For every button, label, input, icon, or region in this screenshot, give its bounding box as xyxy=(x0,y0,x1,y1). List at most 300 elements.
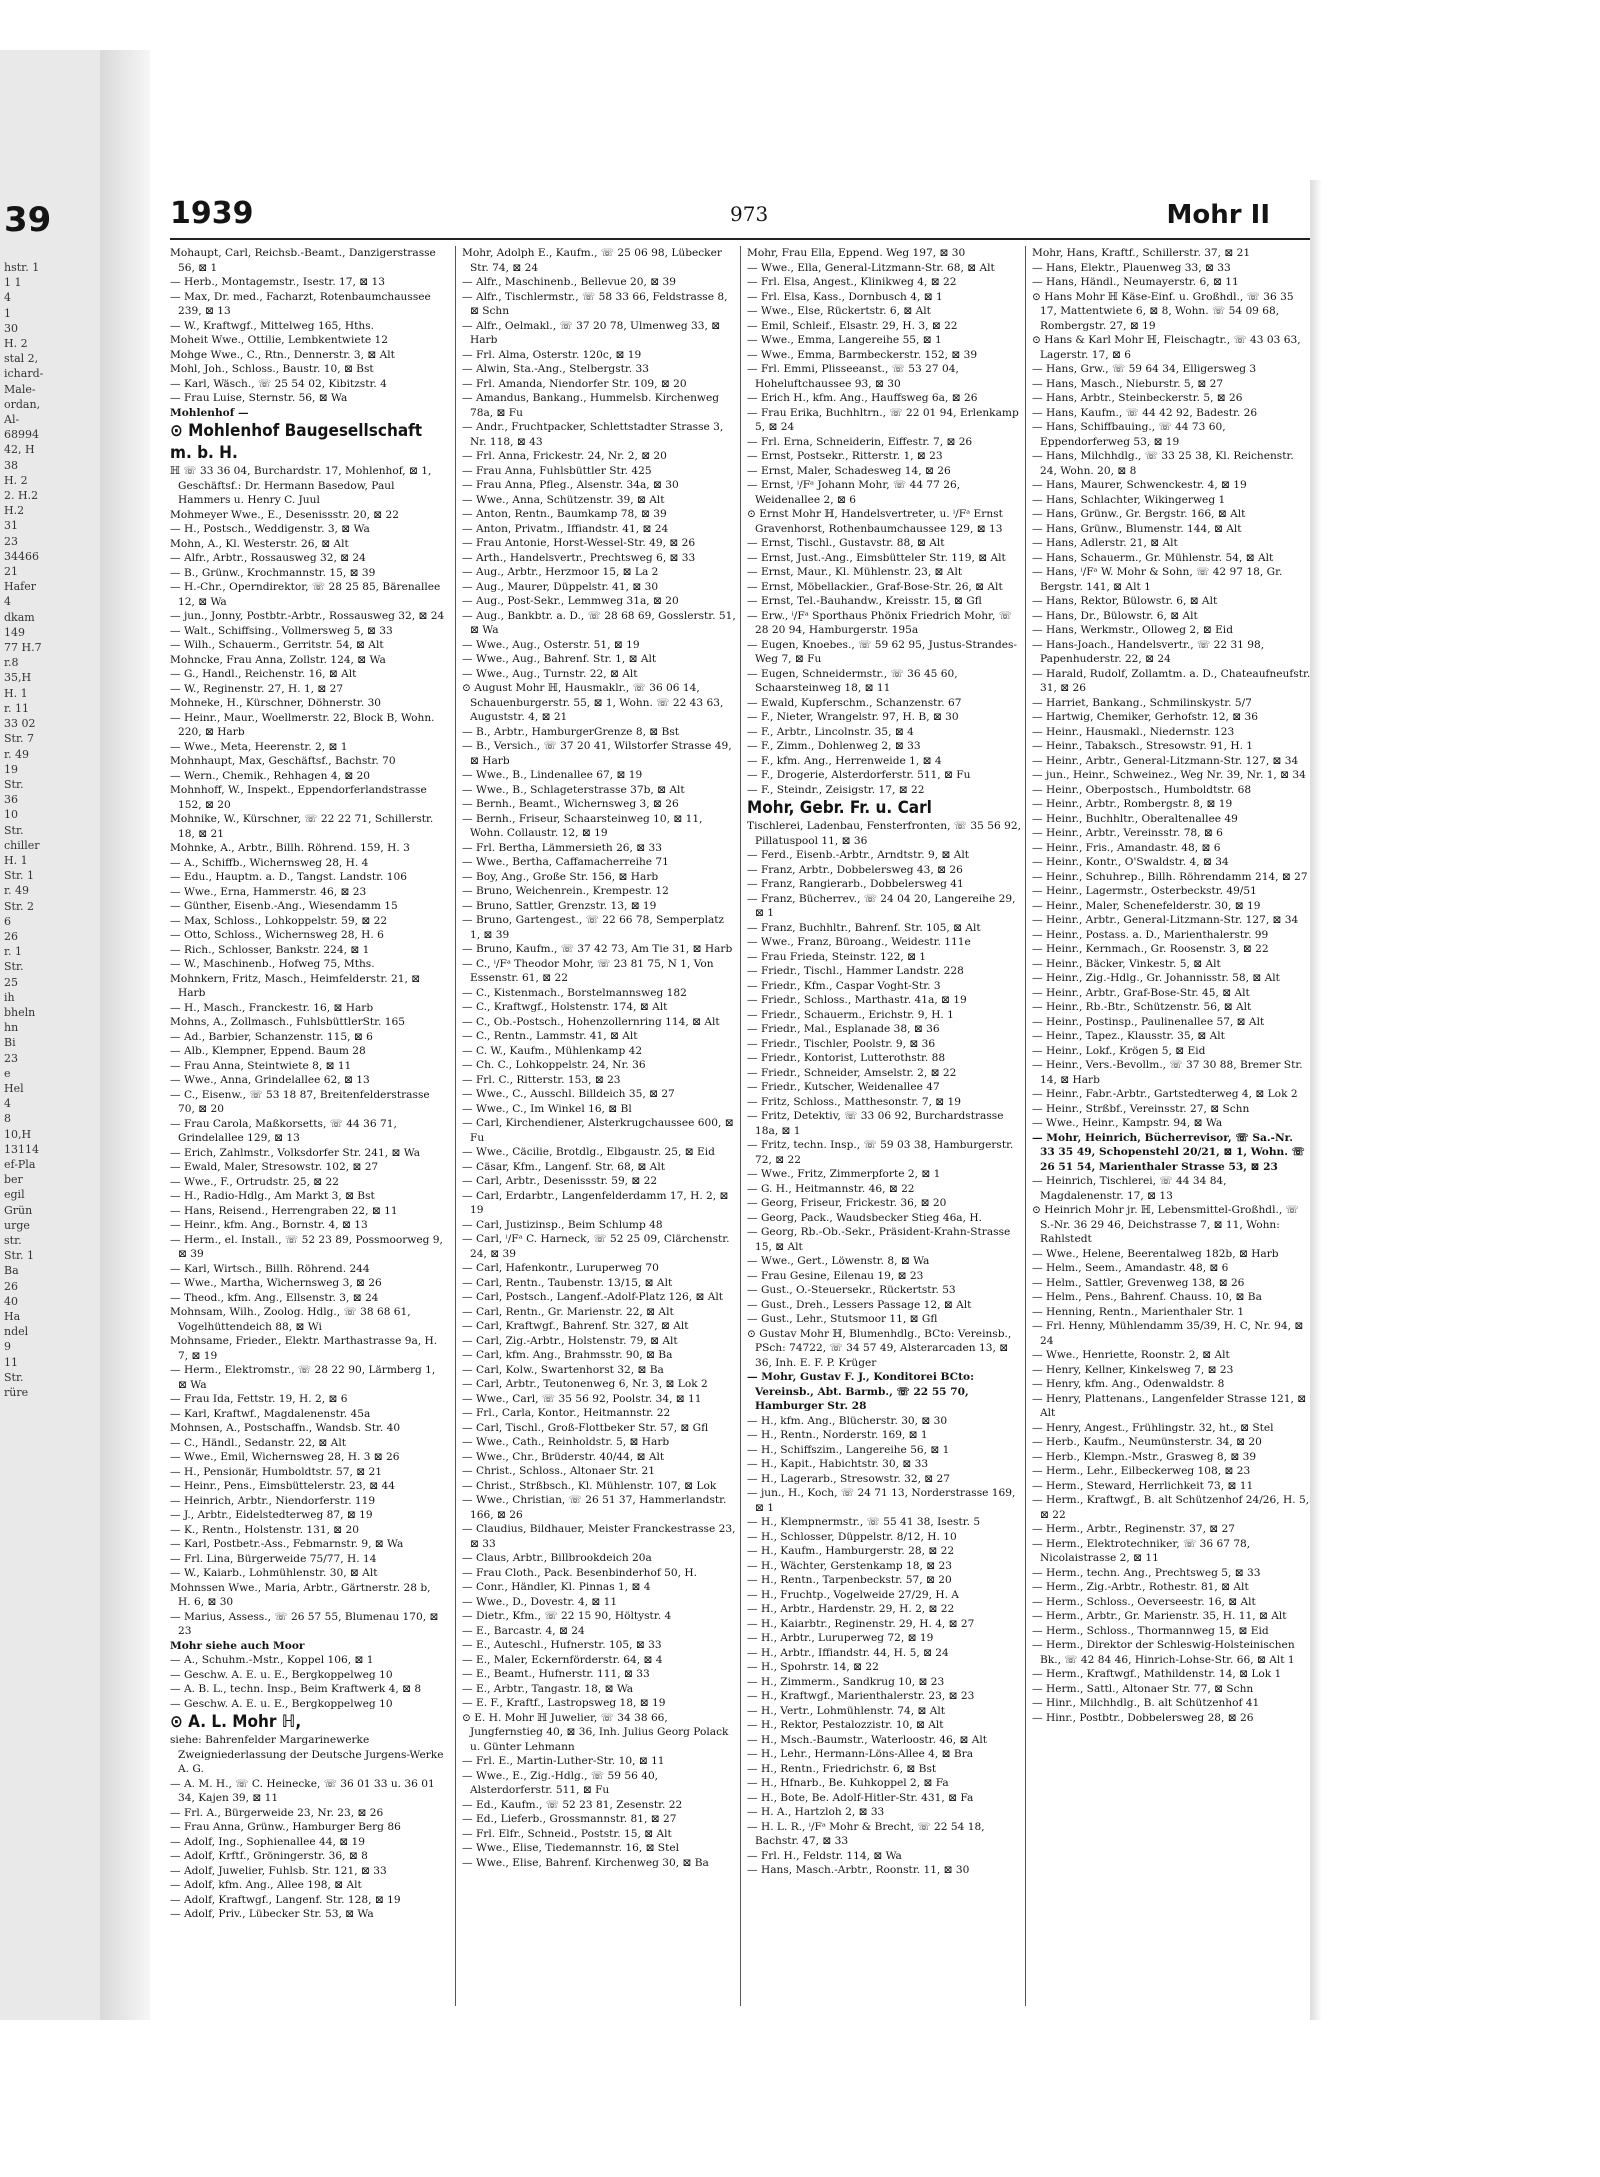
directory-entry: — Frl. Elsa, Angest., Klinikweg 4, ⊠ 22 xyxy=(747,276,957,288)
directory-entry: — Carl, Kolw., Swartenhorst 32, ⊠ Ba xyxy=(462,1363,664,1376)
directory-entry: — Karl, Wirtsch., Billh. Röhrend. 244 xyxy=(170,1262,370,1275)
directory-entry: — Günther, Eisenb.-Ang., Wiesendamm 15 xyxy=(170,900,398,912)
directory-entry: — H., Rentn., Norderstr. 169, ⊠ 1 xyxy=(747,1429,928,1441)
directory-entry: — Heinr., Schuhrep., Billh. Röhrendamm 214, ⊠ 27 xyxy=(1032,870,1308,883)
directory-entry: — E., Barcastr. 4, ⊠ 24 xyxy=(462,1624,585,1637)
directory-entry: — Frl. Anna, Frickestr. 24, Nr. 2, ⊠ 20 xyxy=(462,450,667,462)
directory-entry: ⊙ August Mohr ℍ, Hausmaklr., ☏ 36 06 14, Schauenburgerstr. 55, ⊠ 1, Wohn. ☏ 22 43 63, Auguststr. 4, ⊠ 21 xyxy=(462,682,724,723)
facing-page-line: chiller xyxy=(4,838,40,852)
directory-entry: — Wwe., Ella, General-Litzmann-Str. 68, ⊠ Alt xyxy=(747,261,995,274)
directory-entry: — Dietr., Kfm., ☏ 22 15 90, Höltystr. 4 xyxy=(462,1610,672,1622)
directory-column-2 xyxy=(455,246,737,2006)
facing-page-line: Ha xyxy=(4,1310,21,1324)
directory-entry: — Wwe., Christian, ☏ 26 51 37, Hammerlandstr. 166, ⊠ 26 xyxy=(462,1494,727,1521)
directory-entry: — H., Arbtr., Luruperweg 72, ⊠ 19 xyxy=(747,1632,934,1644)
facing-page-line: H. 2 xyxy=(4,473,28,487)
directory-entry: — Heinr., Arbtr., General-Litzmann-Str. 127, ⊠ 34 xyxy=(1032,754,1299,767)
facing-page-line: r. 1 xyxy=(4,945,23,959)
directory-entry: — Carl, Postsch., Langenf.-Adolf-Platz 126, ⊠ Alt xyxy=(462,1291,724,1303)
directory-entry: — Carl, Zig.-Arbtr., Holstenstr. 79, ⊠ Alt xyxy=(462,1334,678,1347)
facing-page-line: 23 xyxy=(4,534,18,548)
directory-entry: — H., Schlosser, Düppelstr. 8/12, H. 10 xyxy=(747,1530,957,1543)
directory-entry: — H., Zimmerm., Sandkrug 10, ⊠ 23 xyxy=(747,1675,945,1688)
directory-entry: — Friedr., Schauerm., Erichstr. 9, H. 1 xyxy=(747,1008,954,1021)
directory-entry: — Helm., Seem., Amandastr. 48, ⊠ 6 xyxy=(1032,1262,1229,1274)
directory-entry: — Heinr., Hausmakl., Niedernstr. 123 xyxy=(1032,725,1235,738)
facing-page-line: Str. 1 xyxy=(4,1249,34,1263)
directory-entry: — Carl, Rentn., Gr. Marienstr. 22, ⊠ Alt xyxy=(462,1305,674,1318)
directory-entry: — Frl. Alma, Osterstr. 120c, ⊠ 19 xyxy=(462,348,642,361)
directory-entry: — Herm., Schloss., Oeverseestr. 16, ⊠ Alt xyxy=(1032,1595,1256,1608)
directory-entry: — F., Zimm., Dohlenweg 2, ⊠ 33 xyxy=(747,740,921,752)
facing-page-line: 77 H.7 xyxy=(4,641,42,655)
directory-entry: — Herm., Lehr., Eilbeckerweg 108, ⊠ 23 xyxy=(1032,1465,1251,1477)
directory-entry: — H., Arbtr., Iffiandstr. 44, H. 5, ⊠ 24 xyxy=(747,1646,949,1659)
directory-entry: — H., Arbtr., Hardenstr. 29, H. 2, ⊠ 22 xyxy=(747,1603,955,1615)
directory-entry: — Wern., Chemik., Rehhagen 4, ⊠ 20 xyxy=(170,769,371,782)
directory-entry: — Henry, Angest., Frühlingstr. 32, ht., ⊠ Stel xyxy=(1032,1421,1274,1434)
directory-entry: — Fritz, Schloss., Matthesonstr. 7, ⊠ 19 xyxy=(747,1095,962,1108)
directory-entry: — F., Nieter, Wrangelstr. 97, H. B, ⊠ 30 xyxy=(747,711,959,723)
directory-entry: — Gust., Lehr., Stutsmoor 11, ⊠ Gfl xyxy=(747,1313,938,1325)
directory-entry: — Ewald, Kupferschm., Schanzenstr. 67 xyxy=(747,696,962,709)
directory-entry: — Ernst, Tischl., Gustavstr. 88, ⊠ Alt xyxy=(747,537,945,549)
directory-entry: — H., Radio-Hdlg., Am Markt 3, ⊠ Bst xyxy=(170,1190,375,1202)
directory-entry: — Hans, Rektor, Bülowstr. 6, ⊠ Alt xyxy=(1032,595,1218,607)
directory-entry: — Adolf, kfm. Ang., Allee 198, ⊠ Alt xyxy=(170,1879,362,1891)
directory-entry: — Herm., Direktor der Schleswig-Holsteinischen Bk., ☏ 42 84 46, Hinrich-Lohse-Str. 66, ⊠ Alt 1 xyxy=(1032,1639,1295,1666)
directory-entry: — H., kfm. Ang., Blücherstr. 30, ⊠ 30 xyxy=(747,1414,948,1427)
directory-entry: — Hans, Kaufm., ☏ 44 42 92, Badestr. 26 xyxy=(1032,406,1258,419)
directory-entry: — Alfr., Arbtr., Rossausweg 32, ⊠ 24 xyxy=(170,552,366,564)
directory-entry: — Hartwig, Chemiker, Gerhofstr. 12, ⊠ 36 xyxy=(1032,711,1258,723)
directory-entry: Mohr, Frau Ella, Eppend. Weg 197, ⊠ 30 xyxy=(747,247,966,259)
directory-entry: — Frl. E., Martin-Luther-Str. 10, ⊠ 11 xyxy=(462,1755,665,1767)
directory-entry: Mohnke, A., Arbtr., Billh. Röhrend. 159, H. 3 xyxy=(170,842,410,854)
directory-entry: — Wwe., Meta, Heerenstr. 2, ⊠ 1 xyxy=(170,740,348,753)
facing-page-line: str. xyxy=(4,1234,22,1247)
facing-page-line: 68994 xyxy=(4,428,39,442)
directory-entry: — Wwe., Emma, Langereihe 55, ⊠ 1 xyxy=(747,334,942,346)
directory-entry: ⊙ Hans Mohr ℍ Käse-Einf. u. Großhdl., ☏ 36 35 17, Mattentwiete 6, ⊠ 8, Wohn. ☏ 54 09 68, Rombergstr. 27, ⊠ 19 xyxy=(1032,290,1294,332)
facing-page-line: r. 11 xyxy=(4,701,30,715)
directory-entry: — Henning, Rentn., Marienthaler Str. 1 xyxy=(1032,1305,1245,1318)
directory-entry: Mohr, Hans, Kraftf., Schillerstr. 37, ⊠ 21 xyxy=(1032,247,1251,259)
facing-page-line: ndel xyxy=(4,1325,29,1339)
running-head: Mohr II xyxy=(1166,200,1270,230)
directory-entry: — Herm., Kraftwgf., B. alt Schützenhof 24/26, H. 5, ⊠ 22 xyxy=(1032,1494,1310,1521)
directory-entry: — Frau Gesine, Eilenau 19, ⊠ 23 xyxy=(747,1269,924,1282)
directory-entry: — Alfr., Oelmakl., ☏ 37 20 78, Ulmenweg 33, ⊠ Harb xyxy=(462,319,721,346)
directory-entry: — Wwe., Anna, Schützenstr. 39, ⊠ Alt xyxy=(462,493,665,506)
directory-entry: — Wwe., C., Im Winkel 16, ⊠ Bl xyxy=(462,1102,632,1115)
directory-entry: — H., Lehr., Hermann-Löns-Allee 4, ⊠ Bra xyxy=(747,1748,974,1760)
directory-entry: — Ewald, Maler, Stresowstr. 102, ⊠ 27 xyxy=(170,1161,379,1173)
directory-entry: — Frl. H., Feldstr. 114, ⊠ Wa xyxy=(747,1849,902,1862)
directory-entry: — Edu., Hauptm. a. D., Tangst. Landstr. 106 xyxy=(170,871,407,883)
directory-entry: — Heinr., Bäcker, Vinkestr. 5, ⊠ Alt xyxy=(1032,957,1221,970)
directory-entry: — Hans, Maurer, Schwenckestr. 4, ⊠ 19 xyxy=(1032,479,1247,491)
directory-entry: — Friedr., Kutscher, Weidenallee 47 xyxy=(747,1081,940,1093)
directory-entry: — Hans, Elektr., Plauenweg 33, ⊠ 33 xyxy=(1032,261,1231,274)
directory-entry: — W., Maschinenb., Hofweg 75, Mths. xyxy=(170,958,375,970)
directory-entry: — Wwe., Carl, ☏ 35 56 92, Poolstr. 34, ⊠ 11 xyxy=(462,1392,702,1405)
directory-entry: — Heinr., Tabaksch., Stresowstr. 91, H. 1 xyxy=(1032,740,1254,752)
facing-page-line: 34466 xyxy=(4,549,39,563)
directory-entry: — Max, Schloss., Lohkoppelstr. 59, ⊠ 22 xyxy=(170,914,388,927)
directory-entry: — Heinr., Strßbf., Vereinsstr. 27, ⊠ Schn xyxy=(1032,1102,1250,1115)
directory-entry: — Hans, Arbtr., Steinbeckerstr. 5, ⊠ 26 xyxy=(1032,392,1243,404)
directory-entry: — Heinr., kfm. Ang., Bornstr. 4, ⊠ 13 xyxy=(170,1219,368,1231)
directory-entry: Mohmeyer Wwe., E., Desenissstr. 20, ⊠ 22 xyxy=(170,508,400,521)
directory-entry: — Wwe., Aug., Bahrenf. Str. 1, ⊠ Alt xyxy=(462,653,657,665)
directory-entry: — Heinrich, Arbtr., Niendorferstr. 119 xyxy=(170,1494,376,1507)
directory-entry: — Heinrich, Tischlerei, ☏ 44 34 84, Magdalenenstr. 17, ⊠ 13 xyxy=(1032,1175,1227,1202)
directory-entry: Mohncke, Frau Anna, Zollstr. 124, ⊠ Wa xyxy=(170,653,386,666)
directory-entry: — Herm., techn. Ang., Prechtsweg 5, ⊠ 33 xyxy=(1032,1566,1261,1579)
directory-entry: — Wwe., Elise, Bahrenf. Kirchenweg 30, ⊠ Ba xyxy=(462,1856,709,1869)
directory-entry: — H., Wächter, Gerstenkamp 18, ⊠ 23 xyxy=(747,1559,952,1572)
directory-entry: — Emil, Schleif., Elsastr. 29, H. 3, ⊠ 22 xyxy=(747,319,958,332)
directory-entry: — H., Spohrstr. 14, ⊠ 22 xyxy=(747,1661,879,1673)
directory-entry: — Alfr., Maschinenb., Bellevue 20, ⊠ 39 xyxy=(462,276,676,288)
facing-page-number: 39 xyxy=(4,200,52,240)
directory-entry: — Carl, Arbtr., Teutonenweg 6, Nr. 3, ⊠ Lok 2 xyxy=(462,1378,708,1390)
directory-entry: — Franz, Buchhltr., Bahrenf. Str. 105, ⊠ Alt xyxy=(747,921,981,934)
directory-entry: — Otto, Schloss., Wichernsweg 28, H. 6 xyxy=(170,929,384,941)
facing-page-line: 8 xyxy=(4,1112,11,1126)
directory-entry: Mohnssen Wwe., Maria, Arbtr., Gärtnerstr. 28 b, H. 6, ⊠ 30 xyxy=(170,1581,431,1608)
facing-page-line: 1 1 xyxy=(4,276,22,290)
facing-page-line: 35,H xyxy=(4,671,32,685)
directory-entry: — Alfr., Tischlermstr., ☏ 58 33 66, Feldstrasse 8, ⊠ Schn xyxy=(462,290,728,317)
directory-entry: — Frau Ida, Fettstr. 19, H. 2, ⊠ 6 xyxy=(170,1393,348,1405)
directory-entry: — Bruno, Sattler, Grenzstr. 13, ⊠ 19 xyxy=(462,899,657,912)
facing-page-line: Hel xyxy=(4,1081,24,1095)
directory-entry: — Carl, Rentn., Taubenstr. 13/15, ⊠ Alt xyxy=(462,1276,673,1289)
directory-entry: — W., Reginenstr. 27, H. 1, ⊠ 27 xyxy=(170,682,344,695)
directory-entry: — Karl, Kraftwf., Magdalenenstr. 45a xyxy=(170,1407,371,1420)
directory-entry: — Ferd., Eisenb.-Arbtr., Arndtstr. 9, ⊠ Alt xyxy=(747,849,970,861)
directory-entry: — Harald, Rudolf, Zollamtm. a. D., Chateaufneufstr. 31, ⊠ 26 xyxy=(1032,667,1311,694)
directory-entry: — Herm., Elektrotechniker, ☏ 36 67 78, Nicolaistrasse 2, ⊠ 11 xyxy=(1032,1537,1251,1564)
directory-entry: — Anton, Rentn., Baumkamp 78, ⊠ 39 xyxy=(462,508,667,520)
directory-entry: — Frl., Carla, Kontor., Heitmannstr. 22 xyxy=(462,1407,671,1419)
directory-entry: — F., Steindr., Zeisigstr. 17, ⊠ 22 xyxy=(747,783,925,796)
directory-entry: ⊙ Heinrich Mohr jr. ℍ, Lebensmittel-Großhdl., ☏ S.-Nr. 36 29 46, Deichstrasse 7, ⊠ 11, Wohn: Rahlstedt xyxy=(1032,1204,1299,1245)
directory-entry: — Carl, Hafenkontr., Luruperweg 70 xyxy=(462,1262,659,1274)
directory-entry: — Aug., Maurer, Düppelstr. 41, ⊠ 30 xyxy=(462,580,659,593)
facing-page-line: Grün xyxy=(4,1203,33,1217)
directory-entry: — C., Eisenw., ☏ 53 18 87, Breitenfelderstrasse 70, ⊠ 20 xyxy=(170,1088,430,1115)
page-number: 973 xyxy=(730,202,769,226)
directory-entry: — Carl, Erdarbtr., Langenfelderdamm 17, H. 2, ⊠ 19 xyxy=(462,1189,729,1216)
directory-entry: Moheit Wwe., Ottilie, Lembkentwiete 12 xyxy=(170,334,389,346)
directory-entry: Mohaupt, Carl, Reichsb.-Beamt., Danzigerstrasse 56, ⊠ 1 xyxy=(170,247,436,274)
directory-entry: — Ad., Barbier, Schanzenstr. 115, ⊠ 6 xyxy=(170,1030,373,1043)
directory-entry: — Carl, Kraftwgf., Bahrenf. Str. 327, ⊠ Alt xyxy=(462,1320,689,1332)
directory-entry: Mohr, Adolph E., Kaufm., ☏ 25 06 98, Lübecker Str. 74, ⊠ 24 xyxy=(462,247,722,274)
directory-entry: — H., Kapit., Habichtstr. 30, ⊠ 33 xyxy=(747,1458,929,1470)
directory-entry: — E., Auteschl., Hufnerstr. 105, ⊠ 33 xyxy=(462,1639,662,1651)
directory-entry: — Herm., Kraftwgf., Mathildenstr. 14, ⊠ Lok 1 xyxy=(1032,1668,1282,1680)
directory-entry: — J., Arbtr., Eidelstedterweg 87, ⊠ 19 xyxy=(170,1509,373,1521)
directory-entry: — B., Arbtr., HamburgerGrenze 8, ⊠ Bst xyxy=(462,725,680,738)
facing-page-line: dkam xyxy=(4,610,35,624)
directory-entry: — Wwe., Chr., Brüderstr. 40/44, ⊠ Alt xyxy=(462,1450,665,1463)
directory-entry: — Wwe., F., Ortrudstr. 25, ⊠ 22 xyxy=(170,1175,340,1188)
directory-entry: — Andr., Fruchtpacker, Schlettstadter Strasse 3, Nr. 118, ⊠ 43 xyxy=(462,421,724,448)
directory-entry: — Friedr., Mal., Esplanade 38, ⊠ 36 xyxy=(747,1023,940,1035)
facing-page-line: r.8 xyxy=(4,656,19,670)
directory-entry: — Wwe., Martha, Wichernsweg 3, ⊠ 26 xyxy=(170,1277,382,1289)
facing-page-line: 26 xyxy=(4,1279,18,1293)
directory-entry: — A., Schiffb., Wichernsweg 28, H. 4 xyxy=(170,856,369,869)
directory-entry: — Georg, Pack., Waudsbecker Stieg 46a, H. xyxy=(747,1211,982,1224)
directory-entry: — jun., Heinr., Schweinez., Weg Nr. 39, Nr. 1, ⊠ 34 xyxy=(1032,769,1306,781)
facing-page-line: 31 xyxy=(4,519,18,533)
directory-entry: ⊙ E. H. Mohr ℍ Juwelier, ☏ 34 38 66, Jungfernstieg 40, ⊠ 36, Inh. Julius Georg Polack u. Günter Lehmann xyxy=(462,1711,729,1753)
facing-page-line: Str. xyxy=(4,777,24,791)
facing-page-line: Str. 7 xyxy=(4,732,34,746)
directory-entry: — Heinr., Postinsp., Paulinenallee 57, ⊠ Alt xyxy=(1032,1015,1265,1028)
directory-entry: — B., Grünw., Krochmannstr. 15, ⊠ 39 xyxy=(170,566,376,579)
directory-entry: — Frl. Henny, Mühlendamm 35/39, H. C, Nr. 94, ⊠ 24 xyxy=(1032,1320,1304,1347)
directory-entry: — Adolf, Priv., Lübecker Str. 53, ⊠ Wa xyxy=(170,1908,374,1920)
directory-entry: — Georg, Friseur, Frickestr. 36, ⊠ 20 xyxy=(747,1197,947,1209)
facing-page-line: ef-Pla xyxy=(4,1157,36,1171)
directory-entry: — Adolf, Juwelier, Fuhlsb. Str. 121, ⊠ 33 xyxy=(170,1864,387,1877)
directory-entry: — Wwe., Fritz, Zimmerpforte 2, ⊠ 1 xyxy=(747,1168,941,1180)
directory-entry: — Cäsar, Kfm., Langenf. Str. 68, ⊠ Alt xyxy=(462,1160,665,1173)
facing-page-line: Bi xyxy=(4,1036,16,1050)
directory-entry: — Carl, Arbtr., Desenissstr. 59, ⊠ 22 xyxy=(462,1175,658,1187)
directory-entry: — Heinr., Kontr., O'Swaldstr. 4, ⊠ 34 xyxy=(1032,856,1229,868)
directory-entry: ⊙ Gustav Mohr ℍ, Blumenhdlg., BCto: Vereinsb., PSch: 74722, ☏ 34 57 49, Alsterarcaden 13, ⊠ 36, Inh. E. F. P. Krüger xyxy=(747,1327,1012,1369)
facing-page-line: 38 xyxy=(4,458,18,472)
directory-entry: — Hans, Schlachter, Wikingerweg 1 xyxy=(1032,493,1226,506)
directory-entry: — Heinr., Lagermstr., Osterbeckstr. 49/51 xyxy=(1032,885,1257,897)
directory-entry: — E. F., Kraftf., Lastropsweg 18, ⊠ 19 xyxy=(462,1697,666,1709)
directory-entry: — Wwe., Helene, Beerentalweg 182b, ⊠ Harb xyxy=(1032,1247,1279,1260)
page-header xyxy=(170,196,1310,236)
directory-entry: — Max, Dr. med., Facharzt, Rotenbaumchaussee 239, ⊠ 13 xyxy=(170,290,431,317)
directory-entry: — Ch. C., Lohkoppelstr. 24, Nr. 36 xyxy=(462,1059,646,1071)
directory-entry: Mohnsen, A., Postschaffn., Wandsb. Str. 40 xyxy=(170,1422,401,1434)
directory-entry: — Walt., Schiffsing., Vollmersweg 5, ⊠ 33 xyxy=(170,624,393,637)
directory-entry: — Anton, Privatm., Iffiandstr. 41, ⊠ 24 xyxy=(462,522,669,535)
directory-entry: — Bruno, Weichenrein., Krempestr. 12 xyxy=(462,885,669,897)
directory-entry: — Erich H., kfm. Ang., Hauffsweg 6a, ⊠ 26 xyxy=(747,392,978,404)
directory-entry: — H., Kaiarbtr., Reginenstr. 29, H. 4, ⊠ 27 xyxy=(747,1617,975,1630)
directory-entry: — Franz, Arbtr., Dobbelersweg 43, ⊠ 26 xyxy=(747,863,963,876)
facing-page-line: Hafer xyxy=(4,580,36,594)
directory-entry: Tischlerei, Ladenbau, Fensterfronten, ☏ 35 56 92, Pillatuspool 11, ⊠ 36 xyxy=(747,820,1021,847)
directory-entry: — Hinr., Milchhdlg., B. alt Schützenhof 41 xyxy=(1032,1697,1260,1709)
directory-entry: Mohneke, H., Kürschner, Döhnerstr. 30 xyxy=(170,697,382,709)
directory-entry: — Franz, Bücherrev., ☏ 24 04 20, Langereihe 29, ⊠ 1 xyxy=(747,892,1016,919)
facing-page-line: 42, H xyxy=(4,443,35,457)
directory-entry: — Frl. Amanda, Niendorfer Str. 109, ⊠ 20 xyxy=(462,377,687,390)
directory-entry: — H., Pensionär, Humboldtstr. 57, ⊠ 21 xyxy=(170,1465,382,1478)
page-edge xyxy=(1310,180,1322,2020)
facing-page-line: H.2 xyxy=(4,504,25,518)
directory-entry: — Carl, Justizinsp., Beim Schlump 48 xyxy=(462,1218,663,1231)
directory-entry: — Henry, Kellner, Kinkelsweg 7, ⊠ 23 xyxy=(1032,1363,1234,1376)
directory-entry: — H., Kaufm., Hamburgerstr. 28, ⊠ 22 xyxy=(747,1545,955,1557)
directory-entry: Mohge Wwe., C., Rtn., Dennerstr. 3, ⊠ Alt xyxy=(170,348,395,361)
directory-entry: — G. H., Heitmannstr. 46, ⊠ 22 xyxy=(747,1182,915,1195)
directory-entry: — Bruno, Kaufm., ☏ 37 42 73, Am Tie 31, ⊠ Harb xyxy=(462,943,733,955)
directory-entry: — Wwe., Heinr., Kampstr. 94, ⊠ Wa xyxy=(1032,1117,1223,1129)
directory-entry: — Heinr., Vers.-Bevollm., ☏ 37 30 88, Bremer Str. 14, ⊠ Harb xyxy=(1032,1059,1303,1086)
directory-entry: — Hans, Händl., Neumayerstr. 6, ⊠ 11 xyxy=(1032,276,1239,288)
directory-entry: — A., Schuhm.-Mstr., Koppel 106, ⊠ 1 xyxy=(170,1654,374,1666)
directory-entry: — H., Rektor, Pestalozzistr. 10, ⊠ Alt xyxy=(747,1719,944,1731)
directory-entry: — Heinr., Postass. a. D., Marienthalerstr. 99 xyxy=(1032,928,1269,941)
directory-entry: — Adolf, Ing., Sophienallee 44, ⊠ 19 xyxy=(170,1835,365,1848)
directory-entry: — Frau Anna, Fuhlsbüttler Str. 425 xyxy=(462,464,652,477)
directory-entry: — Hans, Reisend., Herrengraben 22, ⊠ 11 xyxy=(170,1204,398,1217)
facing-page-line: hstr. 1 xyxy=(4,261,40,274)
facing-page-column-fragment xyxy=(4,260,94,1400)
directory-entry: — F., Drogerie, Alsterdorferstr. 511, ⊠ Fu xyxy=(747,769,971,781)
directory-entry: — Frl. A., Bürgerweide 23, Nr. 23, ⊠ 26 xyxy=(170,1806,384,1819)
directory-entry: — jun., H., Koch, ☏ 24 71 13, Norderstrasse 169, ⊠ 1 xyxy=(747,1487,1016,1514)
directory-entry: — Herm., Schloss., Thormannweg 15, ⊠ Eid xyxy=(1032,1624,1269,1637)
directory-entry: — C., ⁱ/Fᵃ Theodor Mohr, ☏ 23 81 75, N 1, Von Essenstr. 61, ⊠ 22 xyxy=(462,957,714,984)
directory-entry: — Carl, kfm. Ang., Brahmsstr. 90, ⊠ Ba xyxy=(462,1349,673,1361)
facing-page-line: Str. 2 xyxy=(4,899,34,913)
facing-page-line: rüre xyxy=(4,1386,29,1400)
directory-entry: — Hinr., Postbtr., Dobbelersweg 28, ⊠ 26 xyxy=(1032,1711,1254,1724)
directory-entry: — C., Ob.-Postsch., Hohenzollernring 114, ⊠ Alt xyxy=(462,1015,720,1028)
directory-entry: — Wwe., Anna, Grindelallee 62, ⊠ 13 xyxy=(170,1074,370,1086)
directory-entry: — Aug., Post-Sekr., Lemmweg 31a, ⊠ 20 xyxy=(462,595,679,607)
directory-entry: — Frau Anna, Grünw., Hamburger Berg 86 xyxy=(170,1821,401,1833)
directory-entry: — Wilh., Schauerm., Gerritstr. 54, ⊠ Alt xyxy=(170,639,384,651)
directory-entry: — Carl, Tischl., Groß-Flottbeker Str. 57, ⊠ Gfl xyxy=(462,1421,709,1434)
directory-entry: — H., Klempnermstr., ☏ 55 41 38, Isestr. 5 xyxy=(747,1516,981,1528)
directory-entry: — Adolf, Krftf., Gröningerstr. 36, ⊠ 8 xyxy=(170,1850,368,1862)
directory-entry: — Frau Cloth., Pack. Besenbinderhof 50, H. xyxy=(462,1566,697,1579)
directory-entry: — Heinr., Pens., Eimsbüttelerstr. 23, ⊠ 44 xyxy=(170,1480,395,1492)
directory-entry: — Hans, Dr., Bülowstr. 6, ⊠ Alt xyxy=(1032,609,1198,622)
facing-page-line: Str. xyxy=(4,960,24,974)
directory-entry: — Henry, Plattenans., Langenfelder Strasse 121, ⊠ Alt xyxy=(1032,1392,1307,1419)
page-year: 1939 xyxy=(170,196,254,231)
directory-entry: — H., Rentn., Friedrichstr. 6, ⊠ Bst xyxy=(747,1762,937,1775)
directory-entry: — G., Handl., Reichenstr. 16, ⊠ Alt xyxy=(170,668,357,680)
directory-entry: Mohlenhof — xyxy=(170,406,249,419)
directory-entry: Mohn, A., Kl. Westerstr. 26, ⊠ Alt xyxy=(170,537,349,550)
directory-entry: — Adolf, Kraftwgf., Langenf. Str. 128, ⊠ 19 xyxy=(170,1893,401,1906)
directory-entry: — Frl. Lina, Bürgerweide 75/77, H. 14 xyxy=(170,1552,377,1565)
directory-entry: — Wwe., Elise, Tiedemannstr. 16, ⊠ Stel xyxy=(462,1842,679,1854)
directory-entry: — Fritz, Detektiv, ☏ 33 06 92, Burchardstrasse 18a, ⊠ 1 xyxy=(747,1110,1004,1137)
directory-entry: ⊙ Hans & Karl Mohr ℍ, Fleischagtr., ☏ 43 03 63, Lagerstr. 17, ⊠ 6 xyxy=(1032,334,1301,361)
directory-entry: — jun., Jonny, Postbtr.-Arbtr., Rossausweg 32, ⊠ 24 xyxy=(170,610,445,622)
directory-entry: — Friedr., Schneider, Amselstr. 2, ⊠ 22 xyxy=(747,1066,957,1079)
directory-entry: — Geschw. A. E. u. E., Bergkoppelweg 10 xyxy=(170,1668,393,1681)
directory-entry: — E., Arbtr., Tangastr. 18, ⊠ Wa xyxy=(462,1682,634,1695)
directory-entry: Mohl, Joh., Schloss., Baustr. 10, ⊠ Bst xyxy=(170,363,374,375)
directory-entry: — Heinr., Rb.-Btr., Schützenstr. 56, ⊠ Alt xyxy=(1032,1001,1252,1013)
directory-entry: — Wwe., Franz, Büroang., Weidestr. 111e xyxy=(747,936,971,948)
directory-entry: — Wwe., B., Lindenallee 67, ⊠ 19 xyxy=(462,769,643,781)
directory-entry: — Heinr., Buchhltr., Oberaltenallee 49 xyxy=(1032,812,1238,825)
directory-entry: — Hans, Werkmstr., Olloweg 2, ⊠ Eid xyxy=(1032,624,1233,636)
directory-entry: — H. A., Hartzloh 2, ⊠ 33 xyxy=(747,1806,885,1818)
facing-page-line: 9 xyxy=(4,1340,11,1354)
directory-entry: — A. B. L., techn. Insp., Beim Kraftwerk 4, ⊠ 8 xyxy=(170,1683,422,1695)
directory-entry: — C. W., Kaufm., Mühlenkamp 42 xyxy=(462,1044,643,1057)
directory-entry: — Wwe., B., Schlageterstrasse 37b, ⊠ Alt xyxy=(462,783,685,796)
directory-entry: — Henry, kfm. Ang., Odenwaldstr. 8 xyxy=(1032,1378,1225,1390)
directory-entry: — Erich, Zahlmstr., Volksdorfer Str. 241, ⊠ Wa xyxy=(170,1146,421,1159)
directory-entry: — Heinr., Maur., Woellmerstr. 22, Block B, Wohn. 220, ⊠ Harb xyxy=(170,711,435,738)
facing-page-line: bheln xyxy=(4,1005,36,1019)
directory-entry: — Hans, ⁱ/Fᵃ W. Mohr & Sohn, ☏ 42 97 18, Gr. Bergstr. 141, ⊠ Alt 1 xyxy=(1032,566,1283,593)
directory-entry: — Friedr., Kontorist, Lutterothstr. 88 xyxy=(747,1052,946,1064)
facing-page-line: 2. H.2 xyxy=(4,489,39,503)
directory-entry: ⊙ A. L. Mohr ℍ, xyxy=(170,1712,302,1732)
directory-entry: — Wwe., Cath., Reinholdstr. 5, ⊠ Harb xyxy=(462,1436,670,1448)
directory-entry: — Christ., Schloss., Altonaer Str. 21 xyxy=(462,1465,656,1477)
directory-entry: — Wwe., Cäcilie, Brotdlg., Elbgaustr. 25, ⊠ Eid xyxy=(462,1146,715,1158)
directory-entry: — Claus, Arbtr., Billbrookdeich 20a xyxy=(462,1552,652,1564)
facing-page-line: ichard- xyxy=(4,367,44,381)
directory-entry: — H. L. R., ⁱ/Fᵃ Mohr & Brecht, ☏ 22 54 18, Bachstr. 47, ⊠ 33 xyxy=(747,1820,985,1847)
directory-entry: — Hans, Adlerstr. 21, ⊠ Alt xyxy=(1032,537,1178,549)
directory-entry: — Heinr., Fabr.-Arbtr., Gartstedterweg 4, ⊠ Lok 2 xyxy=(1032,1088,1298,1100)
directory-entry: Mohnhoff, W., Inspekt., Eppendorferlandstrasse 152, ⊠ 20 xyxy=(170,784,427,811)
directory-entry: — Harriet, Bankang., Schmilinskystr. 5/7 xyxy=(1032,696,1252,709)
directory-entry: — Carl, ⁱ/Fᵃ C. Harneck, ☏ 52 25 09, Clärchenstr. 24, ⊠ 39 xyxy=(462,1233,730,1260)
directory-entry: — Frl. Elsa, Kass., Dornbusch 4, ⊠ 1 xyxy=(747,290,943,303)
directory-entry: — Wwe., Henriette, Roonstr. 2, ⊠ Alt xyxy=(1032,1349,1230,1361)
directory-entry: — H., Schiffszim., Langereihe 56, ⊠ 1 xyxy=(747,1443,950,1456)
facing-page-line: Str. xyxy=(4,823,24,837)
directory-entry: — Friedr., Schloss., Marthastr. 41a, ⊠ 19 xyxy=(747,994,967,1006)
directory-entry: — B., Versich., ☏ 37 20 41, Wilstorfer Strasse 49, ⊠ Harb xyxy=(462,740,732,767)
directory-entry: — Frau Carola, Maßkorsetts, ☏ 44 36 71, Grindelallee 129, ⊠ 13 xyxy=(170,1117,397,1144)
directory-entry: — Helm., Sattler, Grevenweg 138, ⊠ 26 xyxy=(1032,1276,1245,1289)
directory-entry: — Marius, Assess., ☏ 26 57 55, Blumenau 170, ⊠ 23 xyxy=(170,1610,439,1637)
directory-entry: — Heinr., Fris., Amandastr. 48, ⊠ 6 xyxy=(1032,841,1221,854)
directory-entry: — Wwe., Emil, Wichernsweg 28, H. 3 ⊠ 26 xyxy=(170,1451,400,1463)
directory-entry: — Alb., Klempner, Eppend. Baum 28 xyxy=(170,1045,366,1057)
directory-entry: — Ernst, Just.-Ang., Eimsbütteler Str. 119, ⊠ Alt xyxy=(747,551,1006,564)
directory-entry: — H., Vertr., Lohmühlenstr. 74, ⊠ Alt xyxy=(747,1704,946,1717)
facing-page-line: egil xyxy=(4,1188,25,1202)
facing-page-line: H. 1 xyxy=(4,686,28,700)
facing-page-line: 13114 xyxy=(4,1142,39,1156)
directory-entry: — Carl, Kirchendiener, Alsterkrugchaussee 600, ⊠ Fu xyxy=(462,1117,734,1144)
directory-entry: Mohnkern, Fritz, Masch., Heimfelderstr. 21, ⊠ Harb xyxy=(170,972,421,999)
directory-entry: — Frau Anna, Pfleg., Alsenstr. 34a, ⊠ 30 xyxy=(462,479,679,491)
directory-entry: — Herm., Arbtr., Gr. Marienstr. 35, H. 11, ⊠ Alt xyxy=(1032,1610,1287,1622)
directory-entry: ⊙ Ernst Mohr ℍ, Handelsvertreter, u. ⁱ/Fᵃ Ernst Gravenhorst, Rothenbaumchaussee 129, ⊠ 13 xyxy=(747,508,1003,535)
directory-entry: — Franz, Rangierarb., Dobbelersweg 41 xyxy=(747,878,964,890)
directory-page xyxy=(150,180,1310,2020)
facing-page-line: 21 xyxy=(4,565,18,579)
directory-entry: — H., Lagerarb., Stresowstr. 32, ⊠ 27 xyxy=(747,1472,951,1485)
directory-entry: — F., Arbtr., Lincolnstr. 35, ⊠ 4 xyxy=(747,725,914,738)
directory-entry: — Wwe., Bertha, Caffamacherreihe 71 xyxy=(462,856,669,868)
directory-entry: — Frl. Elfr., Schneid., Poststr. 15, ⊠ Alt xyxy=(462,1827,672,1840)
directory-entry: — Herm., Arbtr., Reginenstr. 37, ⊠ 27 xyxy=(1032,1523,1236,1535)
